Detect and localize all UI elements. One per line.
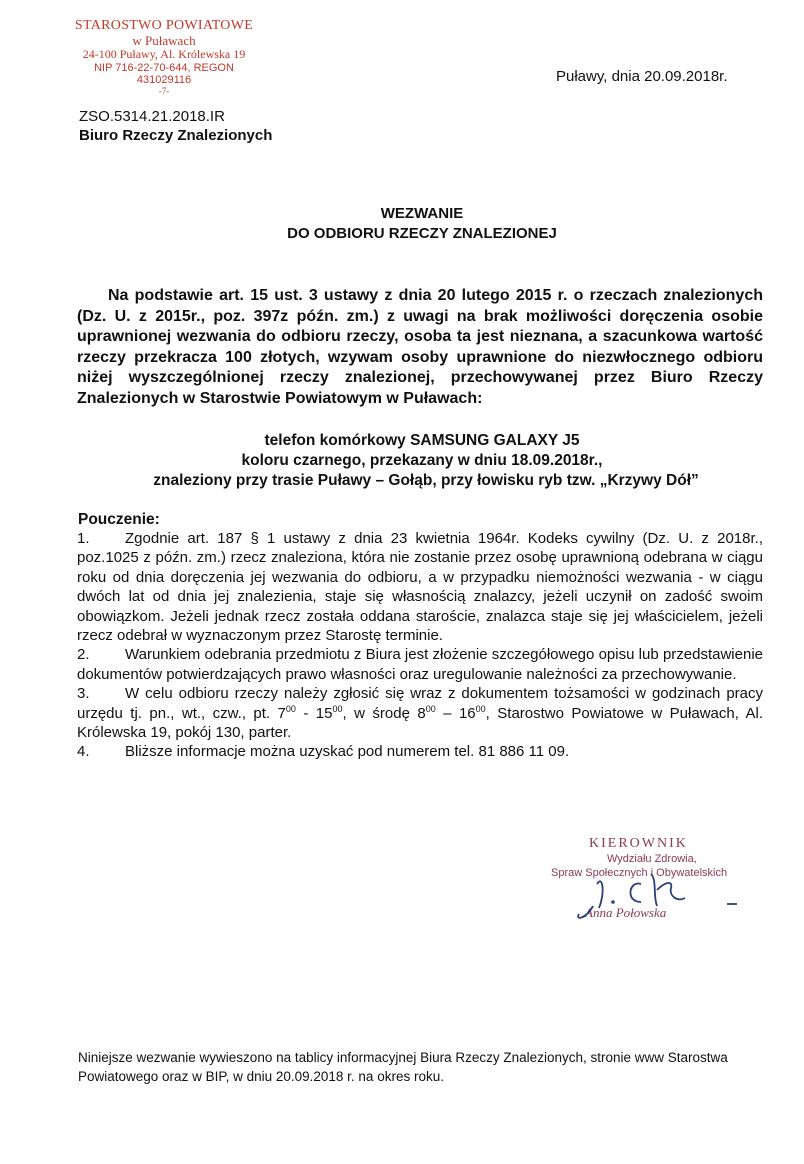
list-text: – 16 [435, 704, 476, 722]
list-number: 1. [77, 530, 90, 547]
list-item [77, 645, 763, 684]
reference-number: ZSO.5314.21.2018.IR [79, 108, 225, 125]
footer-note: Niniejsze wezwanie wywieszono na tablicy informacyjnej Biura Rzeczy Znalezionych, stronie www Starostwa Powiatowego oraz w BIP, w dniu 20.09.2018 r. na okres roku. [78, 1050, 728, 1084]
stamp-line-1: STAROSTWO POWIATOWE [74, 18, 254, 33]
signature-name: Anna Połowska [585, 905, 667, 920]
superscript: 00 [425, 703, 436, 714]
stamp-line-4: NIP 716-22-70-644, REGON 431029116 [94, 61, 234, 86]
item-line-3: znaleziony przy trasie Puławy – Gołąb, przy łowisku ryb tzw. „Krzywy Dół” [153, 472, 699, 489]
item-line-2: koloru czarnego, przekazany w dniu 18.09.2018r., [241, 452, 603, 469]
list-text: , Starostwo Powiatowe w Puławach, Al. Królewska 19, pokój 130, parter. [77, 704, 763, 742]
document-subtitle: DO ODBIORU RZECZY ZNALEZIONEJ [287, 225, 557, 242]
list-text: Warunkiem odebrania przedmiotu z Biura jest złożenie szczegółowego opisu lub przedstawienie dokumentów potwierdzających prawo własności oraz uregulowanie należności za przechowywanie. [77, 646, 763, 683]
document-date: Puławy, dnia 20.09.2018r. [556, 68, 728, 85]
list-text: - 15 [295, 704, 333, 722]
list-text: Zgodnie art. 187 § 1 ustawy z dnia 23 kwietnia 1964r. Kodeks cywilny (Dz. U. z 2018r., poz.1025 z późn. zm.) rzecz znaleziona, która nie zostanie przez osobę uprawnioną odebrana w ciągu roku od dnia doręczenia jej wezwania do odbioru, a w przypadku niemożności wezwania - w ciągu dwóch lat od dnia jej znalezienia, staje się własnością znalazcy, jeżeli uczynił on zadość swoim obowiązkom. Jeżeli jednak rzecz została oddana staroście, znalazca staje się jej właścicielem, jeżeli rzecz odebrał w wyznaczonym przez Starostę terminie. [77, 530, 763, 645]
document-title: WEZWANIE [380, 205, 464, 222]
list-number: 3. [77, 685, 90, 703]
stamp-line-3: 24-100 Puławy, Al. Królewska 19 [82, 47, 246, 62]
handwritten-signature-icon [545, 836, 745, 926]
list-text: Bliższe informacje można uzyskać pod numerem tel. 81 886 11 09. [125, 743, 570, 761]
body-paragraph [77, 286, 763, 410]
item-line-1: telefon komórkowy SAMSUNG GALAXY J5 [264, 432, 580, 449]
signature-dept-1: Wydziału Zdrowia, [607, 853, 697, 865]
superscript: 00 [285, 703, 296, 714]
body-text: Na podstawie art. 15 ust. 3 ustawy z dnia 20 lutego 2015 r. o rzeczach znalezionych (Dz. U. z 2015r., poz. 397z późn. zm.) z uwagi na brak możliwości doręczenia osobie uprawnionej wezwania do odbioru rzeczy, osoba ta jest nieznana, a szacunkowa wartość rzeczy przekracza 100 złotych, wzywam osoby uprawnione do niezwłocznego odbioru niżej wyszczególnionej rzeczy znalezionej, przechowywanej przez Biuro Rzeczy Znalezionych w Starostwie Powiatowym w Puławach: [77, 287, 763, 407]
signature-role: KIEROWNIK [589, 836, 688, 851]
superscript: 00 [332, 703, 343, 714]
office-name: Biuro Rzeczy Znalezionych [79, 127, 273, 144]
instructions-heading: Pouczenie: [78, 511, 160, 528]
stamp-line-2: w Puławach [132, 32, 196, 48]
list-number: 2. [77, 646, 90, 664]
superscript: 00 [475, 703, 486, 714]
list-number: 4. [77, 743, 90, 761]
stamp-line-5: -7- [158, 86, 170, 97]
list-text: W celu odbioru rzeczy należy zgłosić się wraz z dokumentem tożsamości w godzinach pracy urzędu tj. pn., wt., czw., pt. 7 [77, 685, 763, 722]
list-item [77, 684, 763, 742]
office-stamp [66, 18, 262, 96]
instructions-list [77, 529, 763, 762]
signature-dept-2: Spraw Społecznych i Obywatelskich [551, 867, 728, 879]
signature-stamp [545, 836, 745, 926]
list-text: , w środę 8 [342, 704, 426, 722]
list-item [77, 742, 763, 761]
list-item [77, 529, 763, 645]
